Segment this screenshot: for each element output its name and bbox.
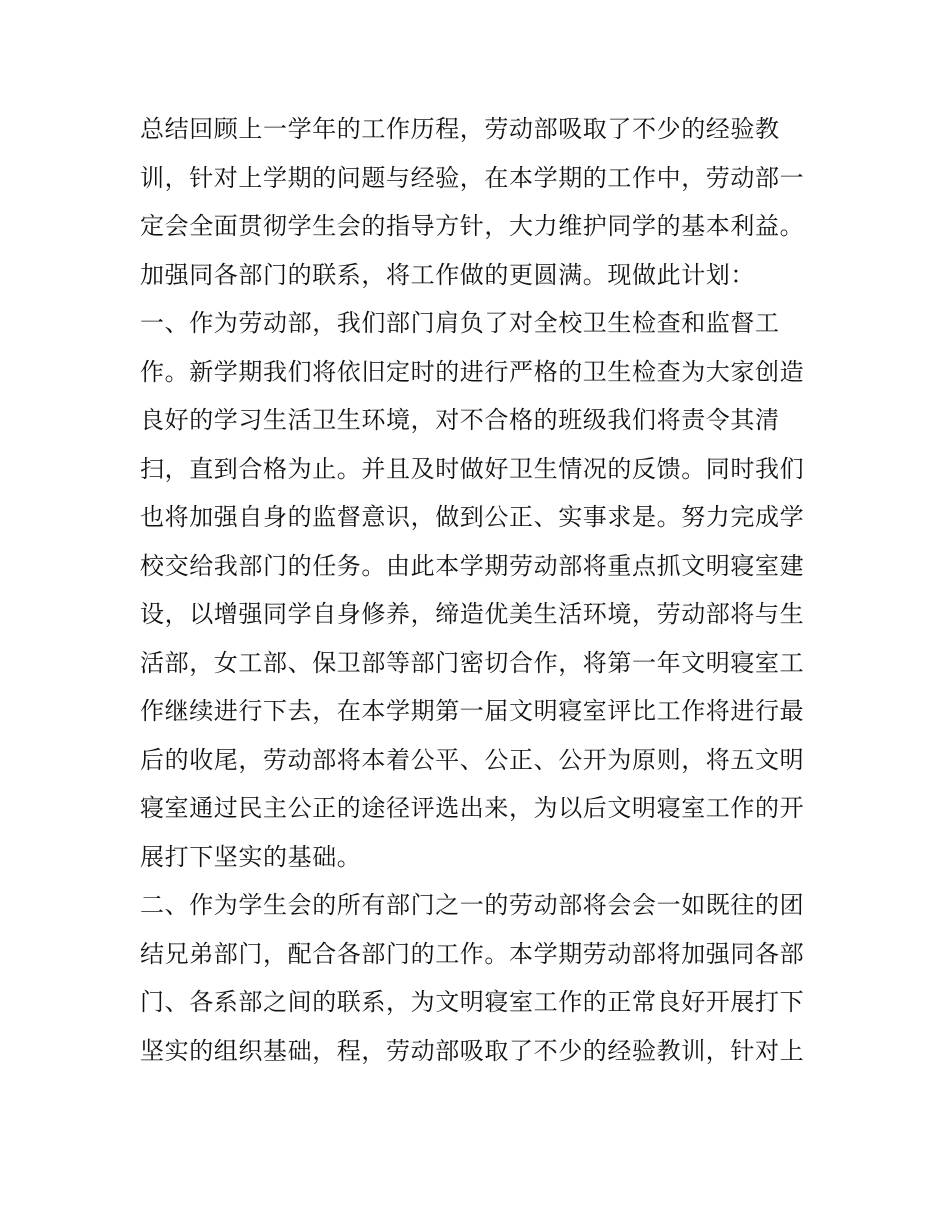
text-line: 后的收尾，劳动部将本着公平、公正、公开为原则，将五文明: [140, 745, 805, 774]
text-line: 总结回顾上一学年的工作历程，劳动部吸取了不少的经验教: [140, 115, 780, 143]
text-line: 校交给我部门的任务。由此本学期劳动部将重点抓文明寝室建: [140, 551, 805, 580]
text-line: 展打下坚实的基础。: [140, 842, 362, 871]
text-line: 作继续进行下去，在本学期第一届文明寝室评比工作将进行最: [140, 697, 805, 725]
text-line: 定会全面贯彻学生会的指导方针，大力维护同学的基本利益。: [140, 212, 805, 240]
text-line: 一、作为劳动部，我们部门肩负了对全校卫生检查和监督工: [140, 309, 780, 337]
text-line: 结兄弟部门，配合各部门的工作。本学期劳动部将加强同各部: [140, 939, 805, 968]
text-line: 也将加强自身的监督意识，做到公正、实事求是。努力完成学: [140, 503, 805, 531]
text-line: 加强同各部门的联系，将工作做的更圆满。现做此计划：: [140, 260, 755, 289]
text-line: 作。新学期我们将依旧定时的进行严格的卫生检查为大家创造: [140, 357, 805, 386]
text-line: 门、各系部之间的联系，为文明寝室工作的正常良好开展打下: [140, 988, 805, 1016]
text-line: 二、作为学生会的所有部门之一的劳动部将会会一如既往的团: [140, 891, 805, 919]
text-line: 寝室通过民主公正的途径评选出来，为以后文明寝室工作的开: [140, 794, 805, 822]
text-line: 扫，直到合格为止。并且及时做好卫生情况的反馈。同时我们: [140, 454, 805, 483]
text-line: 活部，女工部、保卫部等部门密切合作，将第一年文明寝室工: [140, 648, 805, 677]
text-line: 设，以增强同学自身修养，缔造优美生活环境，劳动部将与生: [140, 600, 805, 628]
text-line: 训，针对上学期的问题与经验，在本学期的工作中，劳动部一: [140, 163, 805, 192]
text-line: 良好的学习生活卫生环境，对不合格的班级我们将责令其清: [140, 406, 780, 434]
text-line: 坚实的组织基础，程，劳动部吸取了不少的经验教训，针对上: [140, 1036, 805, 1065]
document-body: [140, 105, 820, 1075]
